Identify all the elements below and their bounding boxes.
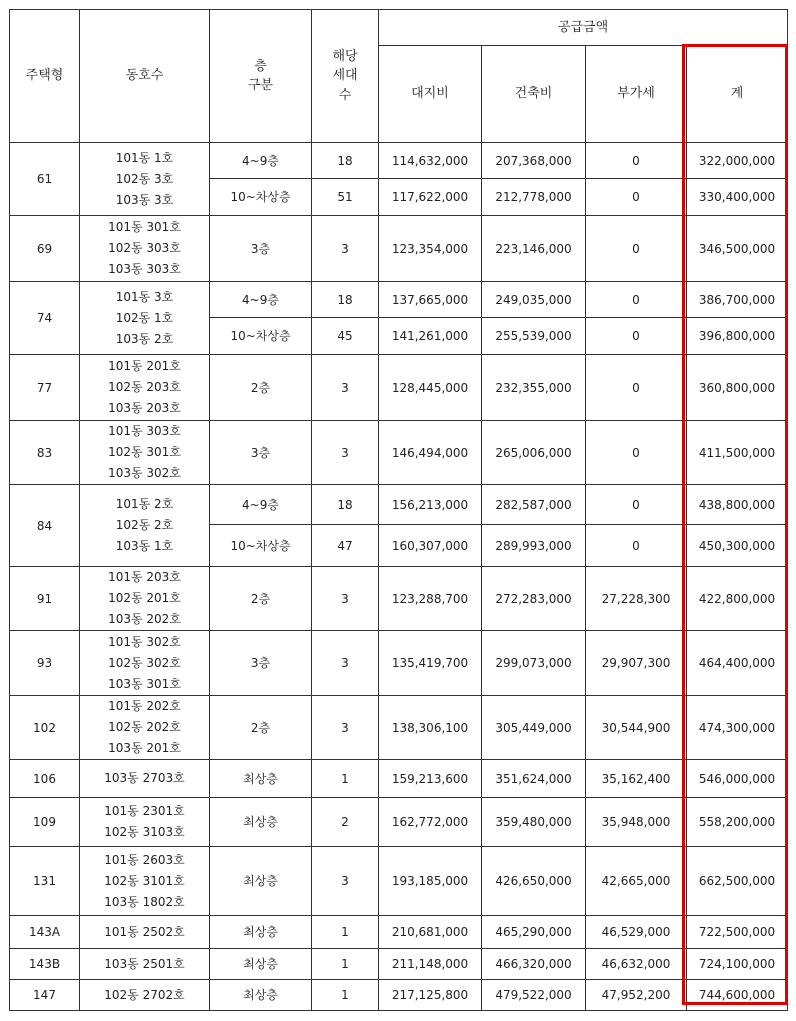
cell-households: 1 (312, 949, 379, 980)
cell-land: 156,213,000 (379, 485, 482, 525)
table-row (10, 485, 788, 525)
cell-households: 18 (312, 143, 379, 179)
cell-type: 106 (10, 760, 80, 798)
cell-floor: 최상층 (210, 949, 312, 980)
cell-units (80, 798, 210, 847)
unit-number: 101동 3호 (115, 289, 174, 304)
table-row (10, 355, 788, 421)
unit-number: 101동 2호 (115, 497, 174, 511)
cell-type: 84 (10, 485, 80, 567)
cell-floor: 10~차상층 (210, 318, 312, 355)
cell-building: 272,283,000 (482, 567, 586, 631)
cell-households: 2 (312, 798, 379, 847)
cell-vat: 30,544,900 (586, 696, 687, 760)
table-row (10, 143, 788, 179)
table-row (10, 980, 788, 1011)
table-row (10, 916, 788, 949)
cell-type: 143A (10, 916, 80, 949)
cell-households: 1 (312, 916, 379, 949)
cell-vat: 27,228,300 (586, 567, 687, 631)
unit-number: 101동 2603호 (104, 852, 185, 867)
cell-type: 83 (10, 421, 80, 485)
cell-total: 464,400,000 (687, 631, 788, 696)
cell-land: 211,148,000 (379, 949, 482, 980)
cell-households: 3 (312, 847, 379, 916)
table-row (10, 421, 788, 485)
unit-number: 102동 302호 (108, 655, 181, 670)
cell-households: 45 (312, 318, 379, 355)
cell-building: 299,073,000 (482, 631, 586, 696)
cell-vat: 42,665,000 (586, 847, 687, 916)
cell-type: 131 (10, 847, 80, 916)
unit-number: 103동 301호 (108, 676, 181, 691)
cell-floor: 3층 (210, 216, 312, 282)
cell-type: 69 (10, 216, 80, 282)
cell-building: 305,449,000 (482, 696, 586, 760)
cell-total: 386,700,000 (687, 282, 788, 318)
cell-building: 466,320,000 (482, 949, 586, 980)
cell-building: 351,624,000 (482, 760, 586, 798)
header-type: 주택형 (10, 10, 80, 143)
cell-households: 3 (312, 421, 379, 485)
unit-number: 102동 3101호 (104, 873, 185, 888)
table-row (10, 631, 788, 696)
header-units: 동호수 (80, 10, 210, 143)
cell-building: 223,146,000 (482, 216, 586, 282)
cell-type: 74 (10, 282, 80, 355)
cell-total: 346,500,000 (687, 216, 788, 282)
unit-number: 103동 3호 (115, 192, 174, 207)
cell-vat: 46,529,000 (586, 916, 687, 949)
cell-total: 724,100,000 (687, 949, 788, 980)
unit-number: 101동 2301호 (104, 804, 185, 818)
cell-total: 330,400,000 (687, 179, 788, 216)
cell-building: 289,993,000 (482, 525, 586, 567)
cell-vat: 35,948,000 (586, 798, 687, 847)
cell-floor: 최상층 (210, 980, 312, 1011)
cell-total: 450,300,000 (687, 525, 788, 567)
cell-total: 722,500,000 (687, 916, 788, 949)
cell-building: 465,290,000 (482, 916, 586, 949)
cell-vat: 0 (586, 485, 687, 525)
cell-total: 396,800,000 (687, 318, 788, 355)
cell-floor: 4~9층 (210, 282, 312, 318)
cell-vat: 0 (586, 143, 687, 179)
unit-number: 102동 301호 (108, 445, 181, 459)
cell-total: 546,000,000 (687, 760, 788, 798)
cell-units (80, 421, 210, 485)
cell-vat: 0 (586, 355, 687, 421)
cell-units (80, 143, 210, 216)
cell-building: 265,006,000 (482, 421, 586, 485)
cell-total: 322,000,000 (687, 143, 788, 179)
cell-building: 282,587,000 (482, 485, 586, 525)
unit-number: 102동 2호 (115, 518, 174, 532)
unit-number: 102동 3호 (115, 171, 174, 186)
unit-number: 101동 201호 (108, 359, 181, 373)
cell-units (80, 916, 210, 949)
unit-number: 101동 2502호 (104, 924, 185, 939)
cell-total: 422,800,000 (687, 567, 788, 631)
unit-number: 103동 302호 (108, 466, 181, 480)
cell-building: 426,650,000 (482, 847, 586, 916)
cell-building: 359,480,000 (482, 798, 586, 847)
cell-households: 1 (312, 760, 379, 798)
cell-units (80, 282, 210, 355)
cell-vat: 0 (586, 282, 687, 318)
header-vat: 부가세 (586, 46, 687, 143)
cell-total: 438,800,000 (687, 485, 788, 525)
cell-units (80, 949, 210, 980)
cell-total: 474,300,000 (687, 696, 788, 760)
cell-units (80, 696, 210, 760)
header-floor: 층 구분 (210, 10, 312, 143)
cell-land: 138,306,100 (379, 696, 482, 760)
cell-land: 159,213,600 (379, 760, 482, 798)
cell-land: 217,125,800 (379, 980, 482, 1011)
cell-households: 3 (312, 567, 379, 631)
unit-number: 101동 1호 (115, 150, 174, 165)
table-row (10, 847, 788, 916)
cell-floor: 최상층 (210, 847, 312, 916)
cell-floor: 최상층 (210, 798, 312, 847)
unit-number: 103동 203호 (108, 401, 181, 415)
unit-number: 102동 2702호 (104, 987, 185, 1002)
cell-total: 744,600,000 (687, 980, 788, 1011)
cell-building: 479,522,000 (482, 980, 586, 1011)
cell-type: 93 (10, 631, 80, 696)
cell-households: 18 (312, 485, 379, 525)
table-row (10, 798, 788, 847)
cell-land: 123,354,000 (379, 216, 482, 282)
cell-type: 77 (10, 355, 80, 421)
unit-number: 103동 2501호 (104, 956, 185, 971)
table-row (10, 282, 788, 318)
cell-vat: 46,632,000 (586, 949, 687, 980)
unit-number: 103동 2호 (115, 331, 174, 346)
unit-number: 103동 1호 (115, 539, 174, 553)
unit-number: 101동 301호 (108, 220, 181, 234)
cell-floor: 10~차상층 (210, 179, 312, 216)
unit-number: 101동 203호 (108, 570, 181, 584)
table-body (10, 143, 788, 1011)
cell-type: 147 (10, 980, 80, 1011)
unit-number: 102동 3103호 (104, 825, 185, 839)
cell-households: 18 (312, 282, 379, 318)
header-total: 계 (687, 46, 788, 143)
cell-building: 232,355,000 (482, 355, 586, 421)
header-supply-price: 공급금액 (379, 10, 788, 46)
supply-price-table (9, 9, 788, 1011)
header-households: 해당 세대 수 (312, 10, 379, 143)
unit-number: 102동 303호 (108, 241, 181, 255)
cell-land: 162,772,000 (379, 798, 482, 847)
cell-floor: 3층 (210, 631, 312, 696)
cell-floor: 2층 (210, 355, 312, 421)
cell-households: 3 (312, 696, 379, 760)
cell-units (80, 216, 210, 282)
cell-households: 3 (312, 631, 379, 696)
cell-building: 255,539,000 (482, 318, 586, 355)
cell-vat: 0 (586, 216, 687, 282)
cell-floor: 3층 (210, 421, 312, 485)
unit-number: 102동 201호 (108, 591, 181, 605)
cell-vat: 0 (586, 421, 687, 485)
unit-number: 103동 202호 (108, 612, 181, 626)
cell-total: 360,800,000 (687, 355, 788, 421)
cell-vat: 35,162,400 (586, 760, 687, 798)
unit-number: 101동 302호 (108, 634, 181, 649)
cell-building: 212,778,000 (482, 179, 586, 216)
table-row (10, 949, 788, 980)
unit-number: 102동 1호 (115, 310, 174, 325)
table-header (10, 10, 788, 143)
cell-building: 249,035,000 (482, 282, 586, 318)
cell-land: 128,445,000 (379, 355, 482, 421)
cell-vat: 0 (586, 318, 687, 355)
cell-type: 61 (10, 143, 80, 216)
unit-number: 103동 1802호 (104, 894, 185, 909)
unit-number: 102동 202호 (108, 720, 181, 734)
cell-units (80, 631, 210, 696)
cell-land: 210,681,000 (379, 916, 482, 949)
unit-number: 103동 303호 (108, 262, 181, 276)
cell-floor: 10~차상층 (210, 525, 312, 567)
cell-units (80, 760, 210, 798)
unit-number: 103동 201호 (108, 741, 181, 755)
cell-land: 135,419,700 (379, 631, 482, 696)
cell-land: 146,494,000 (379, 421, 482, 485)
cell-type: 143B (10, 949, 80, 980)
unit-number: 101동 202호 (108, 699, 181, 713)
cell-households: 51 (312, 179, 379, 216)
cell-floor: 4~9층 (210, 485, 312, 525)
cell-total: 411,500,000 (687, 421, 788, 485)
table-row (10, 567, 788, 631)
cell-land: 123,288,700 (379, 567, 482, 631)
cell-land: 114,632,000 (379, 143, 482, 179)
cell-units (80, 980, 210, 1011)
table-row (10, 696, 788, 760)
cell-units (80, 485, 210, 567)
cell-floor: 4~9층 (210, 143, 312, 179)
unit-number: 101동 303호 (108, 424, 181, 438)
unit-number: 103동 2703호 (104, 771, 185, 785)
cell-land: 117,622,000 (379, 179, 482, 216)
cell-vat: 47,952,200 (586, 980, 687, 1011)
cell-building: 207,368,000 (482, 143, 586, 179)
cell-vat: 0 (586, 179, 687, 216)
header-land: 대지비 (379, 46, 482, 143)
cell-type: 109 (10, 798, 80, 847)
cell-vat: 0 (586, 525, 687, 567)
cell-floor: 최상층 (210, 916, 312, 949)
cell-households: 1 (312, 980, 379, 1011)
cell-units (80, 847, 210, 916)
cell-households: 47 (312, 525, 379, 567)
cell-floor: 최상층 (210, 760, 312, 798)
cell-units (80, 567, 210, 631)
table-row (10, 216, 788, 282)
cell-households: 3 (312, 355, 379, 421)
cell-land: 137,665,000 (379, 282, 482, 318)
cell-vat: 29,907,300 (586, 631, 687, 696)
cell-total: 558,200,000 (687, 798, 788, 847)
table-row (10, 760, 788, 798)
unit-number: 102동 203호 (108, 380, 181, 394)
cell-type: 102 (10, 696, 80, 760)
cell-land: 193,185,000 (379, 847, 482, 916)
cell-floor: 2층 (210, 696, 312, 760)
header-building: 건축비 (482, 46, 586, 143)
cell-floor: 2층 (210, 567, 312, 631)
cell-units (80, 355, 210, 421)
cell-land: 160,307,000 (379, 525, 482, 567)
cell-households: 3 (312, 216, 379, 282)
cell-land: 141,261,000 (379, 318, 482, 355)
cell-type: 91 (10, 567, 80, 631)
cell-total: 662,500,000 (687, 847, 788, 916)
